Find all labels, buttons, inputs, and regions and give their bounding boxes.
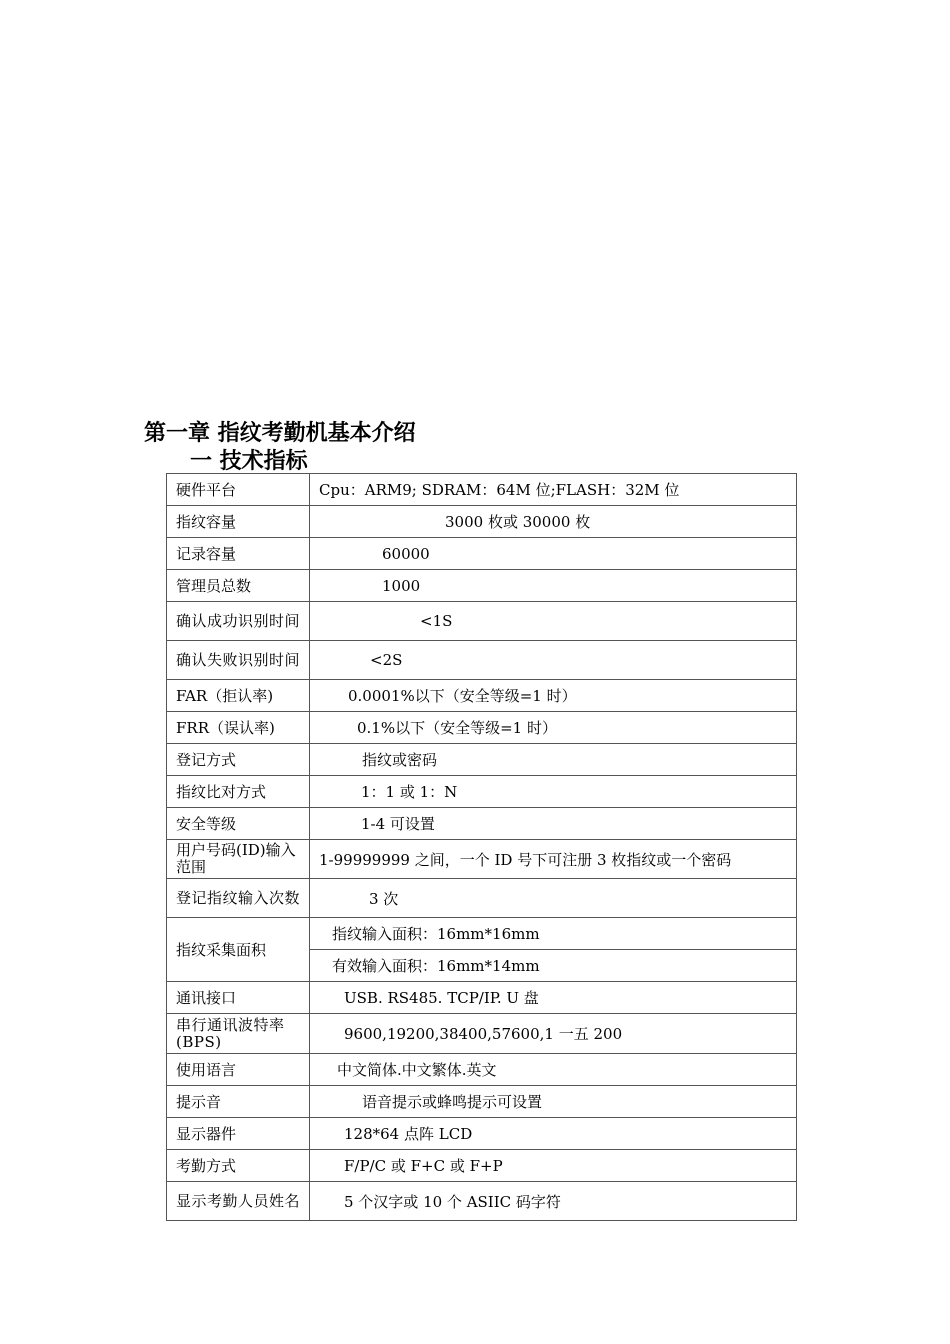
spec-value: 9600,19200,38400,57600,1 一五 200	[310, 1014, 797, 1054]
spec-label: 通讯接口	[167, 982, 310, 1014]
spec-value: 3000 枚或 30000 枚	[310, 506, 797, 538]
spec-value: USB. RS485. TCP/IP. U 盘	[310, 982, 797, 1014]
spec-label: 安全等级	[167, 808, 310, 840]
table-row	[167, 641, 797, 680]
spec-value: 指纹输入面积：16mm*16mm	[310, 918, 797, 950]
spec-label: 硬件平台	[167, 474, 310, 506]
spec-value: F/P/C 或 F+C 或 F+P	[310, 1150, 797, 1182]
spec-value: 指纹或密码	[310, 744, 797, 776]
spec-value: 1-99999999 之间，一个 ID 号下可注册 3 枚指纹或一个密码	[310, 840, 797, 879]
spec-value: 128*64 点阵 LCD	[310, 1118, 797, 1150]
spec-value: 0.1%以下（安全等级=1 时）	[310, 712, 797, 744]
table-row	[167, 570, 797, 602]
table-row	[167, 680, 797, 712]
table-row	[167, 982, 797, 1014]
spec-value: 5 个汉字或 10 个 ASIIC 码字符	[310, 1182, 797, 1221]
spec-label: 指纹采集面积	[167, 918, 310, 982]
table-row	[167, 918, 797, 950]
section-title: 一 技术指标	[190, 449, 308, 474]
spec-label: 记录容量	[167, 538, 310, 570]
table-row	[167, 538, 797, 570]
chapter-title: 第一章 指纹考勤机基本介绍	[144, 421, 416, 446]
spec-value: <2S	[310, 641, 797, 680]
spec-label: 串行通讯波特率(BPS)	[167, 1014, 310, 1054]
spec-value: 3 次	[310, 879, 797, 918]
spec-label: 用户号码(ID)输入范围	[167, 840, 310, 879]
spec-label: 登记方式	[167, 744, 310, 776]
table-row	[167, 506, 797, 538]
table-row	[167, 602, 797, 641]
table-row	[167, 1086, 797, 1118]
spec-value: 1-4 可设置	[310, 808, 797, 840]
spec-value: 0.0001%以下（安全等级=1 时）	[310, 680, 797, 712]
spec-value: <1S	[310, 602, 797, 641]
spec-value: 1：1 或 1：N	[310, 776, 797, 808]
spec-label: FRR（误认率)	[167, 712, 310, 744]
spec-label: 指纹容量	[167, 506, 310, 538]
spec-value: 中文简体.中文繁体.英文	[310, 1054, 797, 1086]
spec-value: 1000	[310, 570, 797, 602]
table-row	[167, 474, 797, 506]
spec-label: 指纹比对方式	[167, 776, 310, 808]
spec-label: 使用语言	[167, 1054, 310, 1086]
table-row	[167, 1182, 797, 1221]
spec-label: 考勤方式	[167, 1150, 310, 1182]
spec-value: 有效输入面积：16mm*14mm	[310, 950, 797, 982]
table-row	[167, 712, 797, 744]
spec-label: 确认失败识别时间	[167, 641, 310, 680]
table-row	[167, 840, 797, 879]
table-row	[167, 1118, 797, 1150]
spec-value: 语音提示或蜂鸣提示可设置	[310, 1086, 797, 1118]
table-row	[167, 1014, 797, 1054]
spec-label: 确认成功识别时间	[167, 602, 310, 641]
spec-label: 提示音	[167, 1086, 310, 1118]
spec-value: 60000	[310, 538, 797, 570]
table-row	[167, 808, 797, 840]
spec-label: 登记指纹输入次数	[167, 879, 310, 918]
spec-label: FAR（拒认率)	[167, 680, 310, 712]
table-row	[167, 1150, 797, 1182]
table-row	[167, 879, 797, 918]
spec-table	[166, 473, 797, 1221]
table-row	[167, 776, 797, 808]
table-row	[167, 744, 797, 776]
table-row	[167, 1054, 797, 1086]
spec-label: 显示器件	[167, 1118, 310, 1150]
spec-label: 显示考勤人员姓名	[167, 1182, 310, 1221]
spec-label: 管理员总数	[167, 570, 310, 602]
spec-value: Cpu：ARM9; SDRAM：64M 位;FLASH：32M 位	[310, 474, 797, 506]
